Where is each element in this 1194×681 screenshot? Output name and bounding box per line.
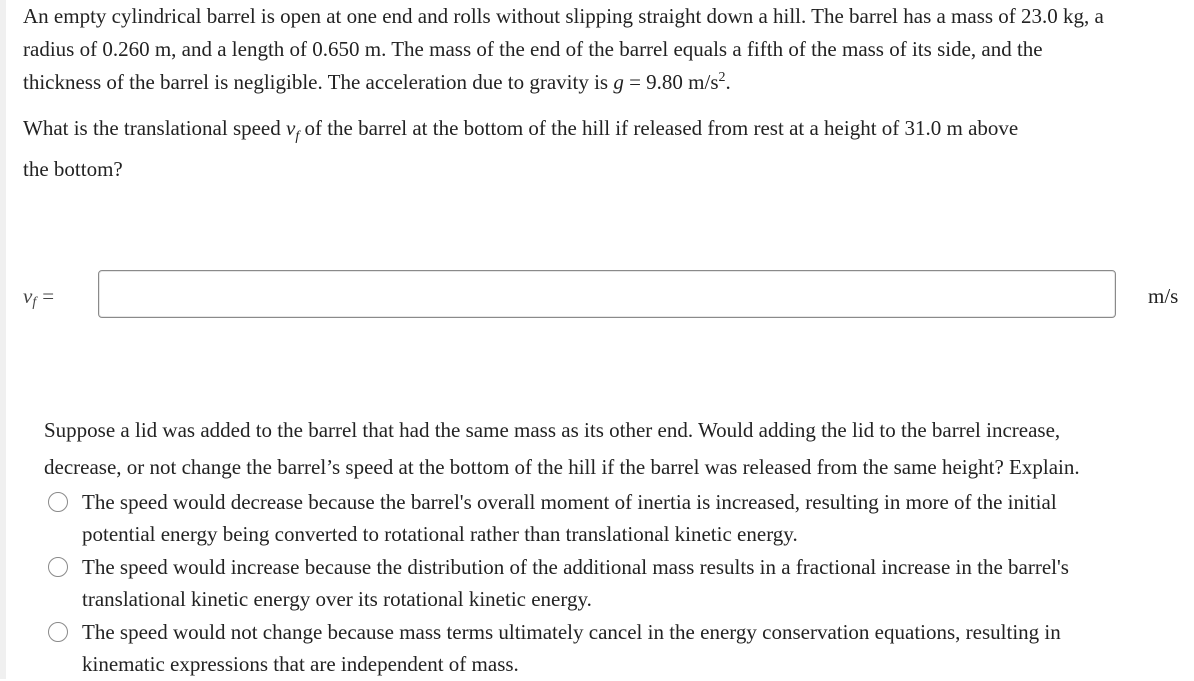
followup-line-1: Suppose a lid was added to the barrel that had the same mass as its other end. Would adding the lid to the barrel increase,: [44, 418, 1061, 442]
problem-line-2: radius of 0.260 m, and a length of 0.650 m. The mass of the end of the barrel equals a fifth of the mass of its side, and the: [23, 37, 1043, 61]
followup-question: [44, 412, 1174, 486]
option-no-change[interactable]: [44, 616, 1174, 680]
problem-line-1: An empty cylindrical barrel is open at one end and rolls without slipping straight down a hill. The barrel has a mass of 23.0 kg, a: [23, 4, 1104, 28]
option-no-change-line-2: kinematic expressions that are independent of mass.: [82, 652, 519, 676]
left-margin-rule: [0, 0, 6, 679]
radio-button-no-change[interactable]: [48, 622, 68, 642]
gravity-variable: g: [613, 70, 624, 94]
answer-variable-subscript: f: [32, 295, 37, 310]
answer-variable-label: [23, 284, 54, 311]
option-decrease-line-1: The speed would decrease because the barrel's overall moment of inertia is increased, resulting in more of the initial: [82, 490, 1057, 514]
gravity-value: = 9.80 m/s: [623, 70, 719, 94]
question-prefix: What is the translational speed: [23, 116, 287, 140]
answer-unit: m/s: [1148, 284, 1179, 308]
question-variable: v: [286, 116, 296, 140]
answer-equals-sign: =: [42, 284, 55, 308]
option-increase-line-1: The speed would increase because the distribution of the additional mass results in a fractional increase in the barrel's: [82, 555, 1069, 579]
question-line-2: the bottom?: [23, 157, 123, 182]
answer-variable: v: [23, 284, 33, 308]
option-no-change-line-1: The speed would not change because mass terms ultimately cancel in the energy conservation equations, resulting in: [82, 620, 1061, 644]
answer-row: [23, 270, 1188, 322]
option-increase-line-2: translational kinetic energy over its rotational kinetic energy.: [82, 587, 592, 611]
problem-line-3-suffix: .: [725, 70, 731, 94]
option-increase[interactable]: [44, 551, 1174, 615]
radio-button-decrease[interactable]: [48, 492, 68, 512]
question-suffix: of the barrel at the bottom of the hill if released from rest at a height of 31.0 m above: [299, 116, 1019, 140]
question-text: [23, 112, 1123, 186]
radio-button-increase[interactable]: [48, 557, 68, 577]
question-line-1: [23, 112, 1123, 153]
followup-line-2: decrease, or not change the barrel’s speed at the bottom of the hill if the barrel was released from the same height? Explain.: [44, 455, 1080, 479]
question-variable-subscript: f: [295, 129, 300, 145]
answer-options: [44, 486, 1174, 681]
problem-statement: [23, 0, 1188, 99]
option-decrease-line-2: potential energy being converted to rotational rather than translational kinetic energy.: [82, 522, 798, 546]
option-decrease[interactable]: [44, 486, 1174, 550]
problem-line-3-prefix: thickness of the barrel is negligible. The acceleration due to gravity is: [23, 70, 614, 94]
gravity-exponent: 2: [718, 70, 726, 85]
problem-line-3: [23, 66, 1188, 99]
speed-answer-input[interactable]: [98, 270, 1116, 318]
